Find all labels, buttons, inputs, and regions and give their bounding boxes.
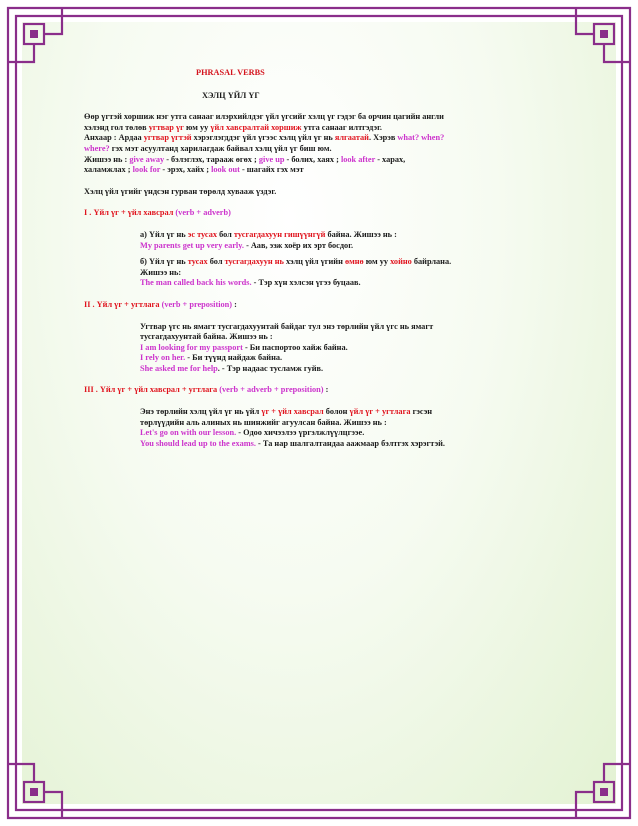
- intro-paragraph: [84, 112, 554, 176]
- document-body: [84, 68, 554, 449]
- section-1-body: а) Үйл үг нь эс тусах бол тусгагдахуун гишүүнгүй байна. Жишээ нь : My parents get up very early. - Аав, ээж хоёр их эрт босдог. б) Үйл үг нь тусах бол тусгагдахуун нь хэлц үйл үгийн өмнө юм уу хойно байрлана. Жишээ нь: The man called back his words. - Тэр хүн хэлсэн үгээ буцаав.: [140, 229, 452, 288]
- section-heading-3: III . Үйл үг + үйл хавсрал + угтлага (verb + adverb + preposition) :: [84, 385, 329, 395]
- intro-line: Өөр үгтэй хоршиж нэг утга санааг илэрхийлдэг үйл үгсийг хэлц үг гэдэг ба орчин цагийн англи: [84, 112, 444, 122]
- intro-line: хэлэнд гол төлөв угтвар үг юм уу үйл хавсралтай хоршиж утга санааг илтгэдэг.: [84, 122, 382, 132]
- section-2-body: Угтвар үгс нь ямагт тусгагдахуунтай байдаг тул энэ төрлийн үйл үгс нь ямагт тусгагдахуунтай байна. Жишээ нь : I am looking for my passport - Би паспортоо хайж байна. I rely on her. - Би түүнд найдаж байна. She asked me for help. - Тэр надаас тусламж гуйв.: [140, 321, 434, 373]
- intro-line: Анхаар : Ардаа угтвар үгтэй хэрэглэгддэг үйл үгээс хэлц үйл үг нь ялгаатай. Хэрэв what? when?: [84, 133, 445, 143]
- intro-line: халамжлах ; look for - эрэх, хайх ; look out - шагайх гэх мэт: [84, 165, 304, 175]
- section-3-body: Энэ төрлийн хэлц үйл үг нь үйл үг + үйл хавсрал болон үйл үг + угтлага гэсэн төрлүүдийн аль алиных нь шинжийг агуулсан байна. Жишээ нь : Let's go on with our lesson. - Одоо хичээлээ үргэлжлүүлцгээе. You should lead up to the exams. - Та нар шалгалтандаа аажмаар бэлтгэх хэрэгтэй.: [140, 407, 446, 448]
- page-title: PHRASAL VERBS: [196, 68, 265, 77]
- intro-line: Жишээ нь : give away - бэлэглэх, тарааж өгөх ; give up - болих, хаях ; look after - харах,: [84, 154, 406, 164]
- section-heading-1: I . Үйл үг + үйл хавсрал (verb + adverb): [84, 208, 231, 218]
- page-subtitle: ХЭЛЦ ҮЙЛ ҮГ: [202, 90, 260, 100]
- section-heading-2: II . Үйл үг + угтлага (verb + preposition) :: [84, 299, 237, 309]
- types-intro: Хэлц үйл үгийг үндсэн гурван төрөлд хувааж үздэг.: [84, 186, 277, 196]
- intro-line: where? гэх мэт асуултанд харилагдаж байвал хэлц үйл үг биш юм.: [84, 143, 332, 153]
